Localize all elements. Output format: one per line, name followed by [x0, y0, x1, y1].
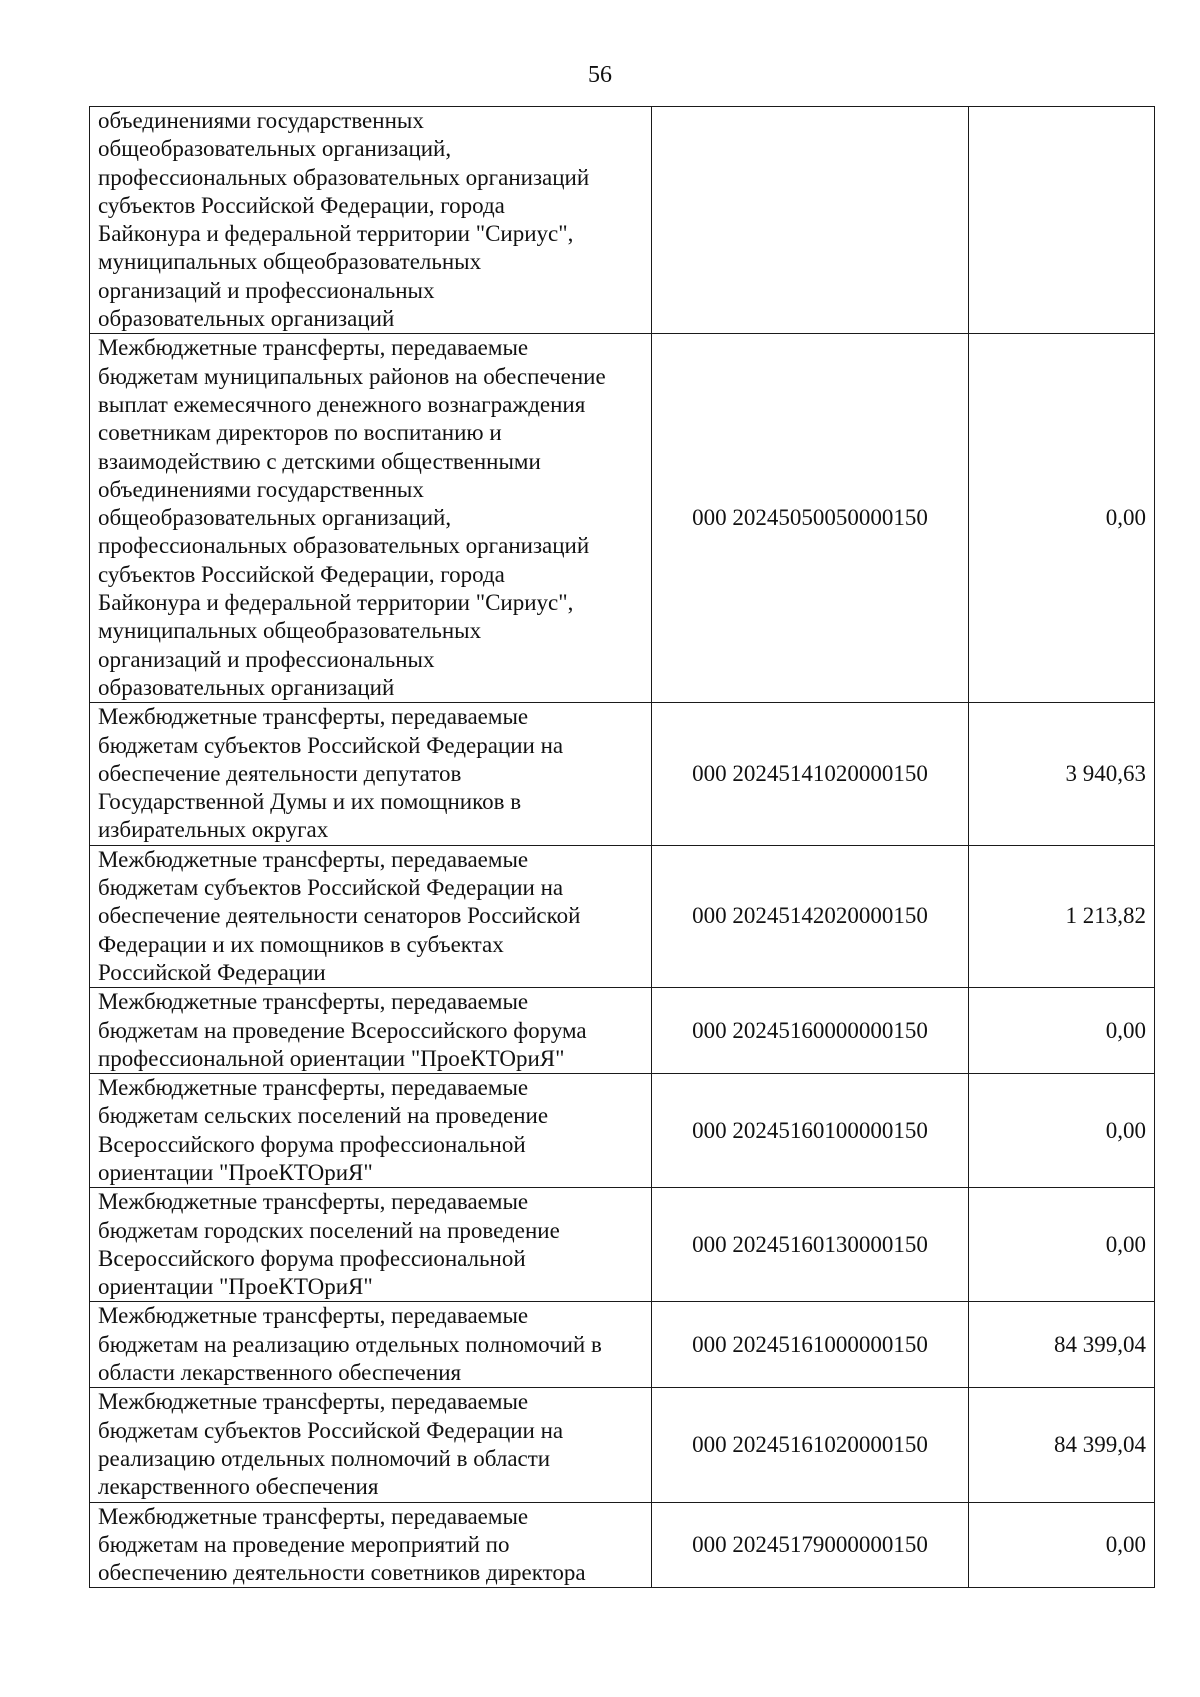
row-amount: 3 940,63 [1065, 760, 1146, 786]
row-code: 000 20245161020000150 [692, 1431, 928, 1457]
table-row [90, 1502, 1155, 1588]
row-description: Межбюджетные трансферты, передаваемые бюджетам субъектов Российской Федерации на обеспечение деятельности сенаторов Российской Федерации и их помощников в субъектах Российской Федерации [98, 846, 581, 985]
row-description: Межбюджетные трансферты, передаваемые бюджетам субъектов Российской Федерации на реализацию отдельных полномочий в области лекарственного обеспечения [98, 1389, 564, 1500]
table-row [90, 1074, 1155, 1188]
row-code-cell [652, 1502, 969, 1588]
row-amount: 0,00 [1105, 1117, 1146, 1143]
row-description: Межбюджетные трансферты, передаваемые бюджетам на проведение мероприятий по обеспечению деятельности советников директора [98, 1503, 586, 1586]
row-description-cell [90, 1074, 652, 1188]
row-code-cell [652, 1074, 969, 1188]
table-row [90, 845, 1155, 987]
budget-table [89, 106, 1155, 1588]
row-description-cell [90, 107, 652, 334]
table-row [90, 334, 1155, 703]
row-code-cell [652, 107, 969, 334]
row-amount-cell [969, 1388, 1155, 1502]
row-code-cell [652, 1388, 969, 1502]
table-row [90, 988, 1155, 1074]
row-code: 000 20245160100000150 [692, 1117, 928, 1143]
row-amount: 0,00 [1105, 1231, 1146, 1257]
row-amount: 0,00 [1105, 1531, 1146, 1557]
row-code: 000 20245142020000150 [692, 903, 928, 929]
row-amount: 84 399,04 [1054, 1431, 1146, 1457]
row-amount-cell [969, 1188, 1155, 1302]
row-code: 000 20245161000000150 [692, 1331, 928, 1357]
row-code-cell [652, 988, 969, 1074]
table-row [90, 1188, 1155, 1302]
row-description-cell [90, 703, 652, 845]
row-amount: 0,00 [1105, 505, 1146, 531]
row-amount: 0,00 [1105, 1017, 1146, 1043]
row-code: 000 20245160000000150 [692, 1017, 928, 1043]
row-description-cell [90, 334, 652, 703]
row-code-cell [652, 703, 969, 845]
row-amount-cell [969, 1502, 1155, 1588]
table-row [90, 1388, 1155, 1502]
row-description: объединениями государственных общеобразовательных организаций, профессиональных образовательных организаций субъектов Российской Федерации, города Байконура и федеральной территории "Сириус", муниципальных общеобразовательных организаций и профессиональных образовательных организаций [98, 108, 590, 332]
table-row [90, 1302, 1155, 1388]
row-amount: 1 213,82 [1065, 903, 1146, 929]
row-code: 000 20245050050000150 [692, 505, 928, 531]
row-amount-cell [969, 988, 1155, 1074]
row-description: Межбюджетные трансферты, передаваемые бюджетам городских поселений на проведение Всероссийского форума профессиональной ориентации "ПроеКТОриЯ" [98, 1189, 560, 1300]
table-row [90, 703, 1155, 845]
row-description: Межбюджетные трансферты, передаваемые бюджетам муниципальных районов на обеспечение выплат ежемесячного денежного вознаграждения советникам директоров по воспитанию и взаимодействию с детскими общественными объединениями государственных общеобразовательных организаций, профессиональных образовательных организаций субъектов Российской Федерации, города Байконура и федеральной территории "Сириус", муниципальных общеобразовательных организаций и профессиональных образовательных организаций [98, 335, 606, 700]
row-code-cell [652, 1188, 969, 1302]
row-code-cell [652, 1302, 969, 1388]
row-amount-cell [969, 1302, 1155, 1388]
row-code: 000 20245179000000150 [692, 1531, 928, 1557]
row-code-cell [652, 845, 969, 987]
row-description: Межбюджетные трансферты, передаваемые бюджетам на реализацию отдельных полномочий в области лекарственного обеспечения [98, 1303, 602, 1386]
row-description-cell [90, 1502, 652, 1588]
row-amount-cell [969, 334, 1155, 703]
row-description-cell [90, 1388, 652, 1502]
page-number: 56 [588, 62, 612, 88]
row-description-cell [90, 988, 652, 1074]
row-amount: 84 399,04 [1054, 1331, 1146, 1357]
row-code-cell [652, 334, 969, 703]
row-description-cell [90, 1302, 652, 1388]
row-description-cell [90, 1188, 652, 1302]
row-amount-cell [969, 703, 1155, 845]
row-code: 000 20245160130000150 [692, 1231, 928, 1257]
row-amount-cell [969, 1074, 1155, 1188]
row-code: 000 20245141020000150 [692, 760, 928, 786]
row-description: Межбюджетные трансферты, передаваемые бюджетам субъектов Российской Федерации на обеспечение деятельности депутатов Государственной Думы и их помощников в избирательных округах [98, 704, 564, 843]
row-description: Межбюджетные трансферты, передаваемые бюджетам сельских поселений на проведение Всероссийского форума профессиональной ориентации "ПроеКТОриЯ" [98, 1075, 549, 1185]
table-row [90, 107, 1155, 334]
row-description-cell [90, 845, 652, 987]
row-amount-cell [969, 845, 1155, 987]
row-amount-cell [969, 107, 1155, 334]
row-description: Межбюджетные трансферты, передаваемые бюджетам на проведение Всероссийского форума профессиональной ориентации "ПроеКТОриЯ" [98, 989, 587, 1071]
